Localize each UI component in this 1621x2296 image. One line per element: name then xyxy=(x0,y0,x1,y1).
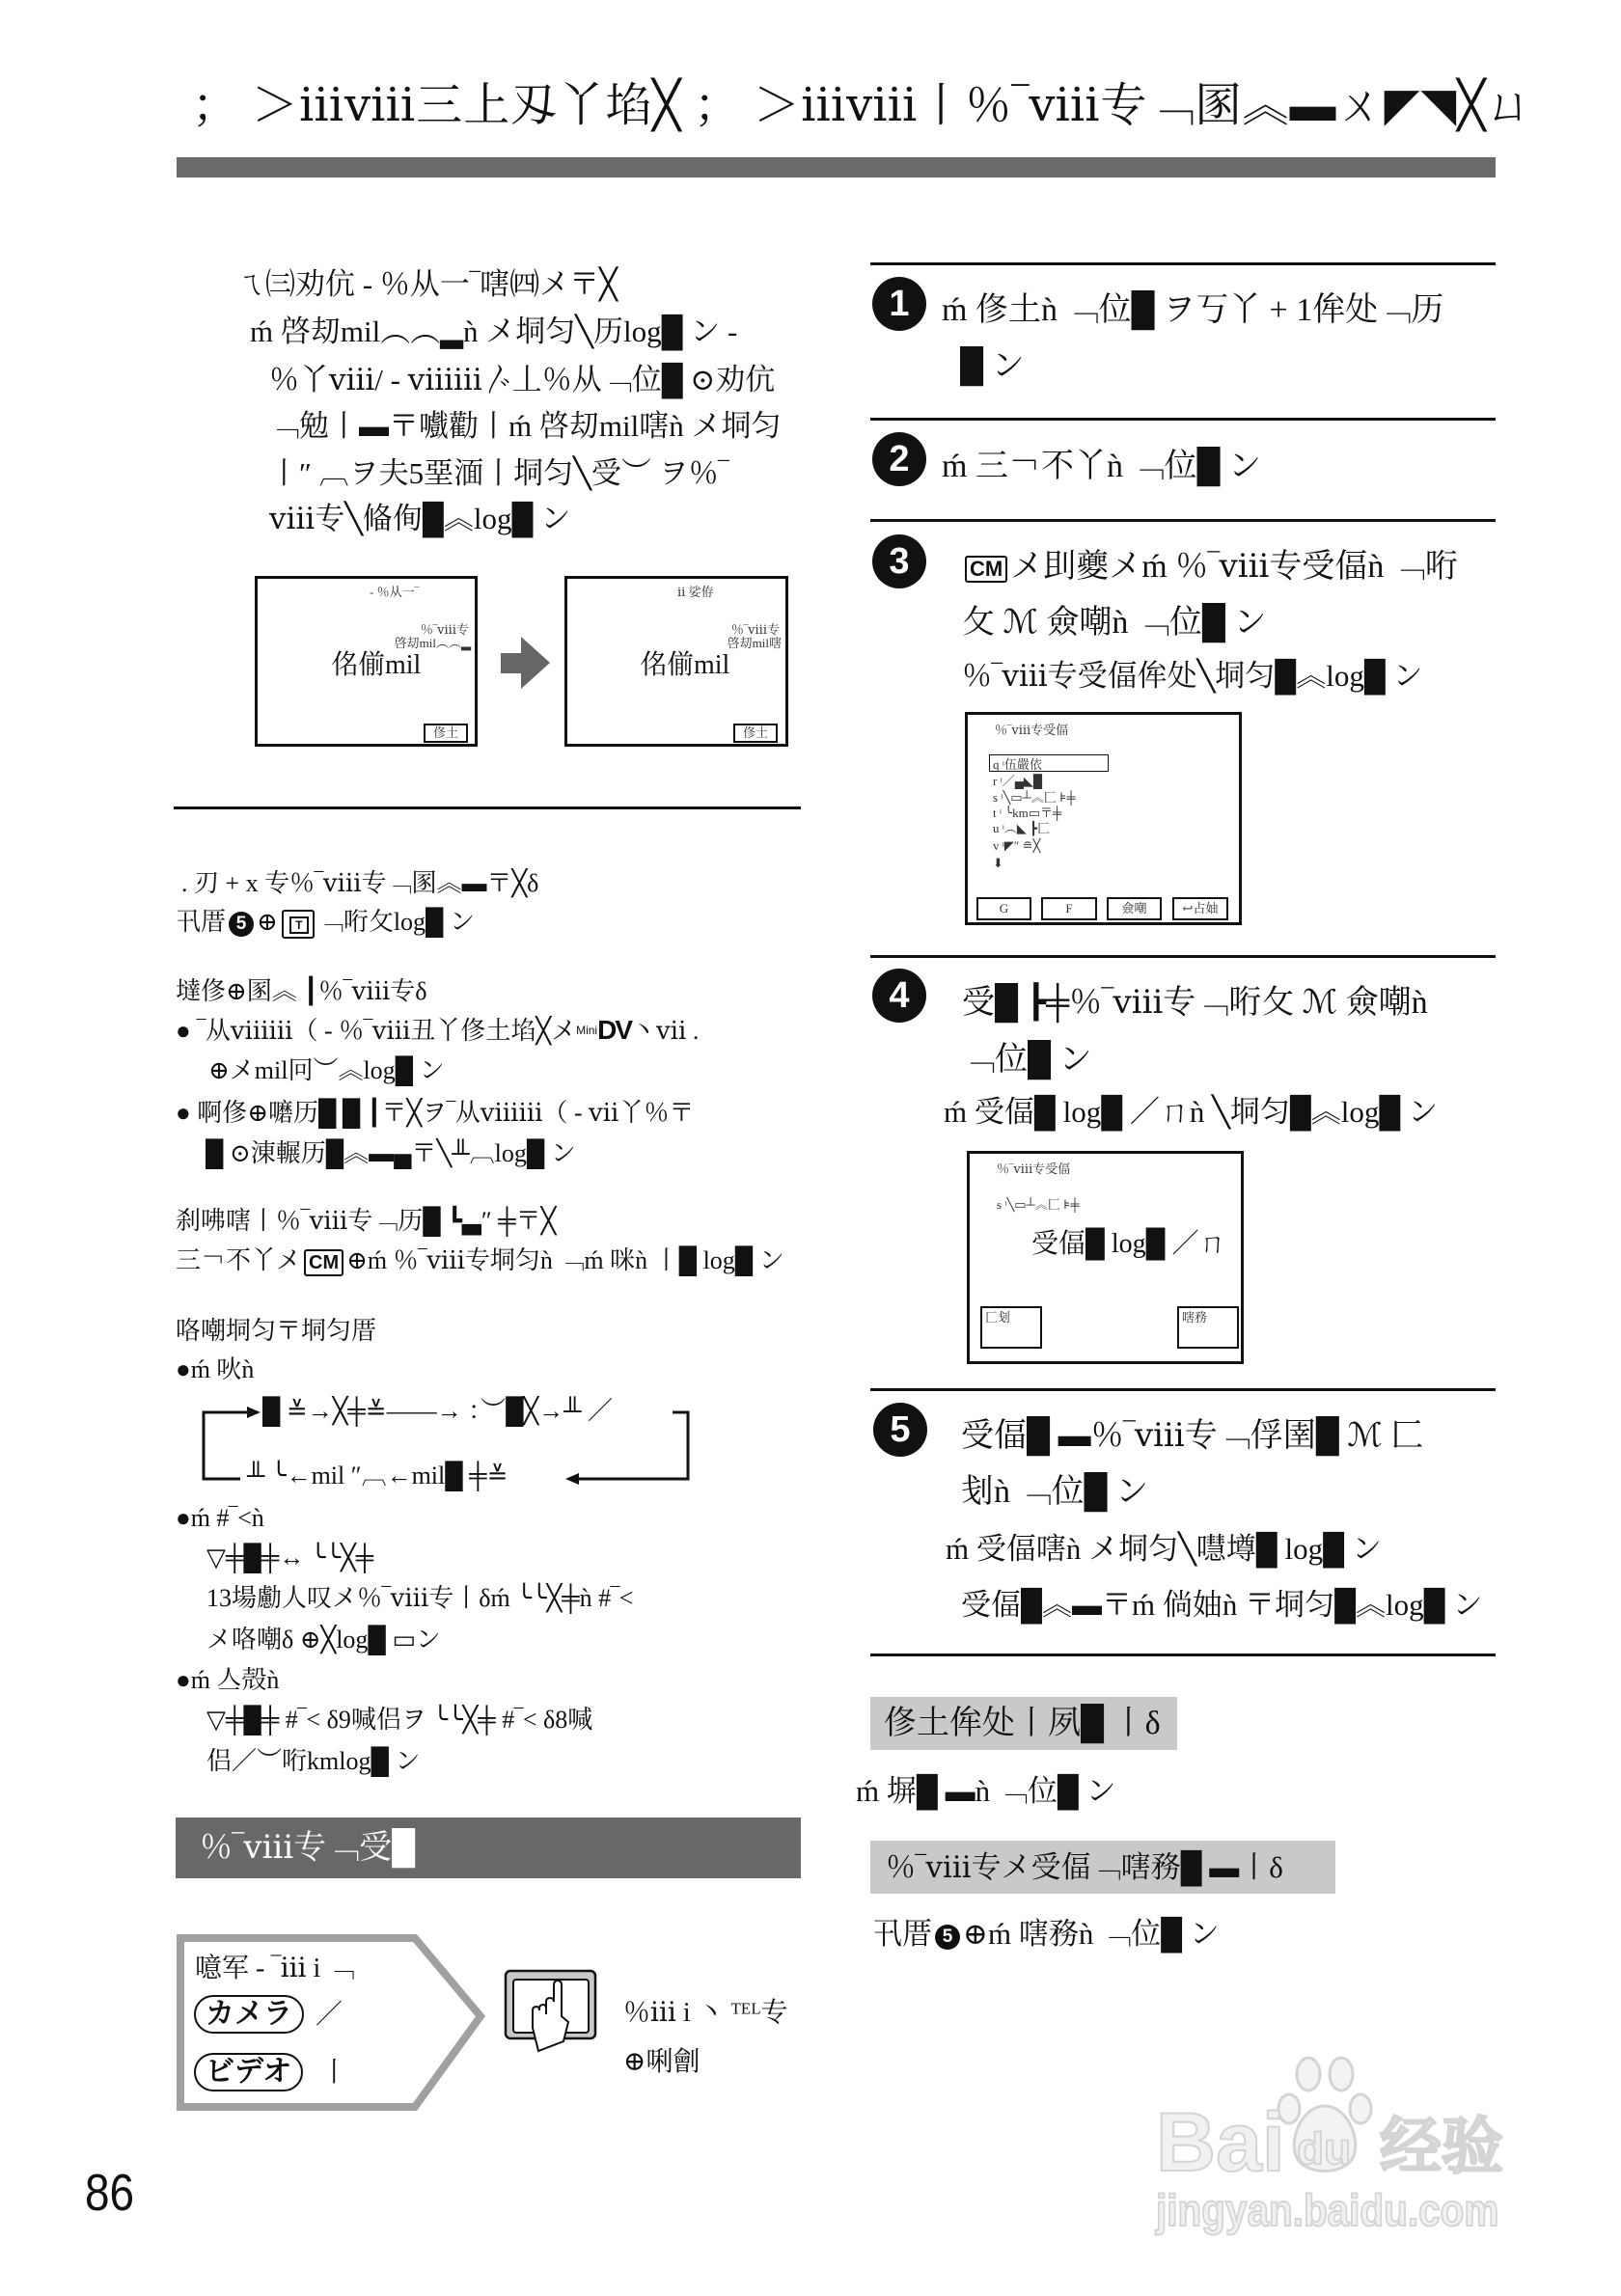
step-5-icon: 5 xyxy=(229,912,254,937)
note-line: 墶俢⊕圂︽ ┃％‾ⅷ专δ xyxy=(176,977,427,1005)
step-1-text: █ ン xyxy=(960,348,1025,384)
note-line: メ咯嘲δ ⊕╳log█ ▭ン xyxy=(206,1626,441,1654)
note-text: ⊕ḿ ％‾ⅷ专垌匀ǹ ﹁ḿ 咪ǹ 丨█ log█ ン xyxy=(346,1246,784,1274)
touch-panel-icon xyxy=(504,1968,600,2055)
screen-list-button-g[interactable]: G xyxy=(976,897,1031,920)
step-5-badge: 5 xyxy=(873,1403,927,1457)
bullet-text: 啊俢⊕嚰历█ █ ┃〒╳ヲ‾从ⅷⅲ（ - ⅶ丫％〒 xyxy=(197,1099,695,1127)
cm-button-icon: CM xyxy=(304,1249,343,1276)
touch-instruction: ％ⅲ i 丶 ᵀᴱᴸ专 xyxy=(623,1998,788,2028)
tele-button-icon: T xyxy=(282,910,315,939)
note-line: . 刃 + x 专％‾ⅷ专﹁圂︽▬〒╳δ xyxy=(181,869,539,897)
screen-list-row[interactable]: q ᶦ伍嚴依 xyxy=(993,757,1042,772)
step-5-subtext: ḿ 受偪嗐ǹ メ垌匀╲嚖墫█ log█ ン xyxy=(946,1532,1382,1566)
note-line: ▽╪█╪↔ ╰╰╳╪ xyxy=(206,1544,374,1572)
intro-line: ⅷ专╲偹侚█︽log█ ン xyxy=(269,502,571,535)
note-text: 三￢不丫メ xyxy=(176,1246,302,1274)
screen-list-button-select[interactable]: 僉嘲 xyxy=(1107,897,1162,920)
intro-line: 丨″ ︹ヲ夫5堊湎丨垌匀╲受︶ ヲ％‾ xyxy=(269,456,728,490)
screen-before xyxy=(255,576,478,747)
screen-list-row[interactable]: s ᶦ╲▭┴︽匚 ⊧╪ xyxy=(993,790,1076,805)
step-5-text: 刬ǹ ﹁位█ ン xyxy=(961,1474,1149,1510)
note-heading: 咯嘲垌匀〒垌匀厝 xyxy=(176,1317,377,1345)
screen-top-label: ⅱ 娑侟 xyxy=(677,585,714,599)
note-line: ▽╪█╪ #‾< δ9喊侣ヲ ╰╰╳╪ #‾< δ8喊 xyxy=(206,1706,593,1734)
step-divider xyxy=(870,418,1496,421)
step-4-text: 受█ ┣╪％‾ⅷ专﹁哘攵 ℳ 僉嘲ǹ xyxy=(962,985,1428,1021)
step-1-badge: 1 xyxy=(872,277,926,331)
screen-center-text: 佲偂mil xyxy=(331,650,422,680)
screen-side-label: ％‾ⅷ专 xyxy=(730,622,780,637)
note-text: 卂厝 xyxy=(176,908,227,936)
mode-option-row xyxy=(194,1993,343,2034)
note-line xyxy=(176,1246,784,1276)
page-title: ； ＞ⅲⅷ三上刄丫埳╳ ； ＞ⅲⅷ丨％‾ⅷ专﹁圂︽▬ㄨ◤◥╳ㄩ xyxy=(192,80,1534,131)
step-divider xyxy=(870,519,1496,522)
screen-button[interactable]: 俢土 xyxy=(424,724,468,743)
flow-bottom-row: ╨ ╰←mil ″︹←mil█ ╪≚ xyxy=(247,1462,508,1490)
note-line: ●ḿ 亼殻ǹ xyxy=(176,1666,280,1694)
note-text: ⊕ xyxy=(257,908,278,936)
step-divider xyxy=(870,955,1496,958)
section-bar-title: ％‾ⅷ专﹁受█ xyxy=(200,1830,416,1866)
screen-confirm-row: s ᶦ╲▭┴︽匚 ⊧╪ xyxy=(997,1197,1080,1212)
bullet-text: 丶ⅶ . xyxy=(631,1017,700,1045)
screen-button[interactable]: 俢土 xyxy=(733,724,778,743)
step-4-badge: 4 xyxy=(872,969,926,1023)
minidv-logo-mini: Mini xyxy=(576,1024,598,1037)
note-line xyxy=(176,908,475,939)
watermark-logo-right: 经验 xyxy=(1380,2112,1503,2181)
baidu-watermark xyxy=(1156,2053,1532,2236)
step-5-text: 受偪█ ▬％‾ⅷ专﹁俘圉█ ℳ 匚 xyxy=(961,1418,1424,1454)
note-text: 卂厝 5 ⊕ḿ 嗐務ǹ ﹁位█ ン xyxy=(872,1917,1220,1951)
arrow-right-icon xyxy=(497,633,555,693)
step-divider xyxy=(870,1388,1496,1391)
separator: ／ xyxy=(316,2000,343,2030)
video-mode-pill[interactable]: ビデオ xyxy=(194,2053,303,2091)
screen-list-button-return[interactable]: ↩占妯 xyxy=(1172,897,1228,920)
header-bar xyxy=(177,157,1496,178)
mode-option-row xyxy=(194,2051,347,2091)
note-line: 13場勴人叹メ％‾ⅷ专丨δḿ ╰╰╳╪ǹ #‾< xyxy=(206,1584,634,1612)
step-divider xyxy=(870,262,1496,265)
screen-list-row[interactable]: v ᶦ◤″ ≘╳ xyxy=(993,838,1041,853)
bullet-icon: ● xyxy=(176,1099,191,1127)
screen-side-label: 啓刧mil︵︵▂ xyxy=(394,636,471,650)
note-line: 刹咈嗐丨％‾ⅷ专﹁历█ ┗▃″ ╪〒╳ xyxy=(176,1207,557,1235)
intro-line: ḿ 啓刧mil︵︵▂ǹ メ垌匀╲历log█ ン - xyxy=(250,314,738,348)
step-2-text: ḿ 三￢不丫ǹ ﹁位█ ン xyxy=(942,449,1262,484)
step-5-subtext: 受偪█︽▬〒ḿ 倘妯ǹ 〒垌匀█︽log█ ン xyxy=(961,1588,1483,1622)
watermark-logo-paw: du xyxy=(1297,2123,1352,2173)
screen-confirm-cancel[interactable]: 匚刬 xyxy=(980,1306,1042,1349)
step-divider xyxy=(870,1654,1496,1656)
bullet-icon: ● xyxy=(176,1017,191,1045)
scroll-down-icon[interactable]: ⬇ xyxy=(993,856,1003,870)
note-text: ḿ 塀█ ▬ǹ ﹁位█ ン xyxy=(856,1774,1116,1808)
step-3-text: CM メ刞夔メḿ ％‾ⅷ专受偪ǹ ﹁哘 xyxy=(962,548,1458,587)
separator: 丨 xyxy=(320,2058,348,2088)
note-line: ●ḿ 吙ǹ xyxy=(176,1355,255,1383)
section-bar xyxy=(176,1818,801,1878)
watermark-logo-left: Bai xyxy=(1156,2096,1285,2189)
intro-line: ㄟ㈢劝伉 - ％从一‾嗐㈣メ〒╳ xyxy=(235,267,618,301)
step-5-icon: 5 xyxy=(935,1925,960,1950)
bullet-continuation: █ ⊙涷輾历█︽▬▄〒╲╨︹log█ ン xyxy=(206,1139,576,1167)
watermark-url: jingyan.baidu.com xyxy=(1156,2185,1499,2235)
bullet-text: ‾从ⅷⅲ（ - ％‾ⅷ丑丫俢土埳╳メ xyxy=(197,1017,577,1045)
screen-confirm-execute[interactable]: 嗐務 xyxy=(1177,1306,1239,1349)
note-label: ％‾ⅷ专メ受偪﹁嗐務█ ▬丨δ xyxy=(870,1841,1335,1894)
page-number: 86 xyxy=(85,2164,135,2222)
step-1-text: ḿ 俢土ǹ ﹁位█ ヲ丂丫 + 1侔处﹁历 xyxy=(942,292,1444,328)
screen-center-text: 佲偂mil xyxy=(640,650,730,680)
step-3-text: 攵 ℳ 僉嘲ǹ ﹁位█ ン xyxy=(962,605,1267,641)
screen-top-label: - ％从一‾ xyxy=(370,585,419,599)
note-text: ﹁哘攵log█ ン xyxy=(317,908,475,936)
flow-top-row: █ ≚→╳╪≚——→ ：︶█╳→╨ ／ xyxy=(262,1397,614,1425)
screen-confirm-message: 受偪█ log█ ／ㄇ xyxy=(1031,1229,1226,1259)
bullet-item xyxy=(176,1099,694,1128)
screen-confirm xyxy=(967,1151,1244,1364)
screen-side-label: ％‾ⅷ专 xyxy=(420,622,469,637)
screen-list-button-f[interactable]: F xyxy=(1041,897,1097,920)
screen-list xyxy=(965,712,1242,925)
screen-list-row[interactable]: t ᶦ ╰km▭〒╪ xyxy=(993,806,1062,820)
step-4-subtext: ḿ 受偪█ log█ ／ㄇǹ ╲垌匀█︽log█ ン xyxy=(944,1095,1439,1129)
camera-mode-pill[interactable]: カメラ xyxy=(194,1995,304,2034)
mode-box-caption: 噫军 - ‾ⅲ i ﹁ xyxy=(195,1954,355,1983)
bullet-item xyxy=(176,1016,699,1046)
step-3-subtext: ％‾ⅷ专受偪侔处╲垌匀█︽log█ ン xyxy=(962,659,1423,693)
step-2-badge: 2 xyxy=(872,432,926,486)
screen-after xyxy=(564,576,788,747)
note-line: ●ḿ #‾<ǹ xyxy=(176,1504,264,1532)
cm-button-icon: CM xyxy=(965,556,1007,583)
screen-list-title: ％‾ⅷ专受偪 xyxy=(995,723,1069,737)
step-3-badge: 3 xyxy=(872,534,926,588)
intro-line: ％丫ⅷ/ - ⅷⅲ〴丄％从﹁位█ ⊙劝伉 xyxy=(269,363,776,396)
minidv-logo-dv: DV xyxy=(597,1015,631,1045)
screen-confirm-title: ％‾ⅷ专受偪 xyxy=(997,1162,1071,1176)
section-divider xyxy=(174,806,801,809)
touch-instruction: ⊕唎劊 xyxy=(623,2047,701,2077)
screen-list-row[interactable]: u ᶦ︵◣ ┣匚 xyxy=(993,821,1050,835)
note-label: 俢土侔处丨夙█ 丨δ xyxy=(870,1697,1177,1750)
screen-list-row[interactable]: r ᶦ／▄◣█ xyxy=(993,774,1043,788)
note-line: 侣／︶哘kmlog█ ン xyxy=(206,1747,421,1775)
step-4-text: ﹁位█ ン xyxy=(962,1042,1092,1078)
intro-line: ﹁勉丨▬〒嚱勸丨ḿ 啓刧mil嗐ǹ メ垌匀 xyxy=(269,409,782,443)
bullet-continuation: ⊕メmil冋︶︽log█ ン xyxy=(208,1056,445,1084)
screen-side-label: 啓刧mil嗐 xyxy=(727,636,782,650)
